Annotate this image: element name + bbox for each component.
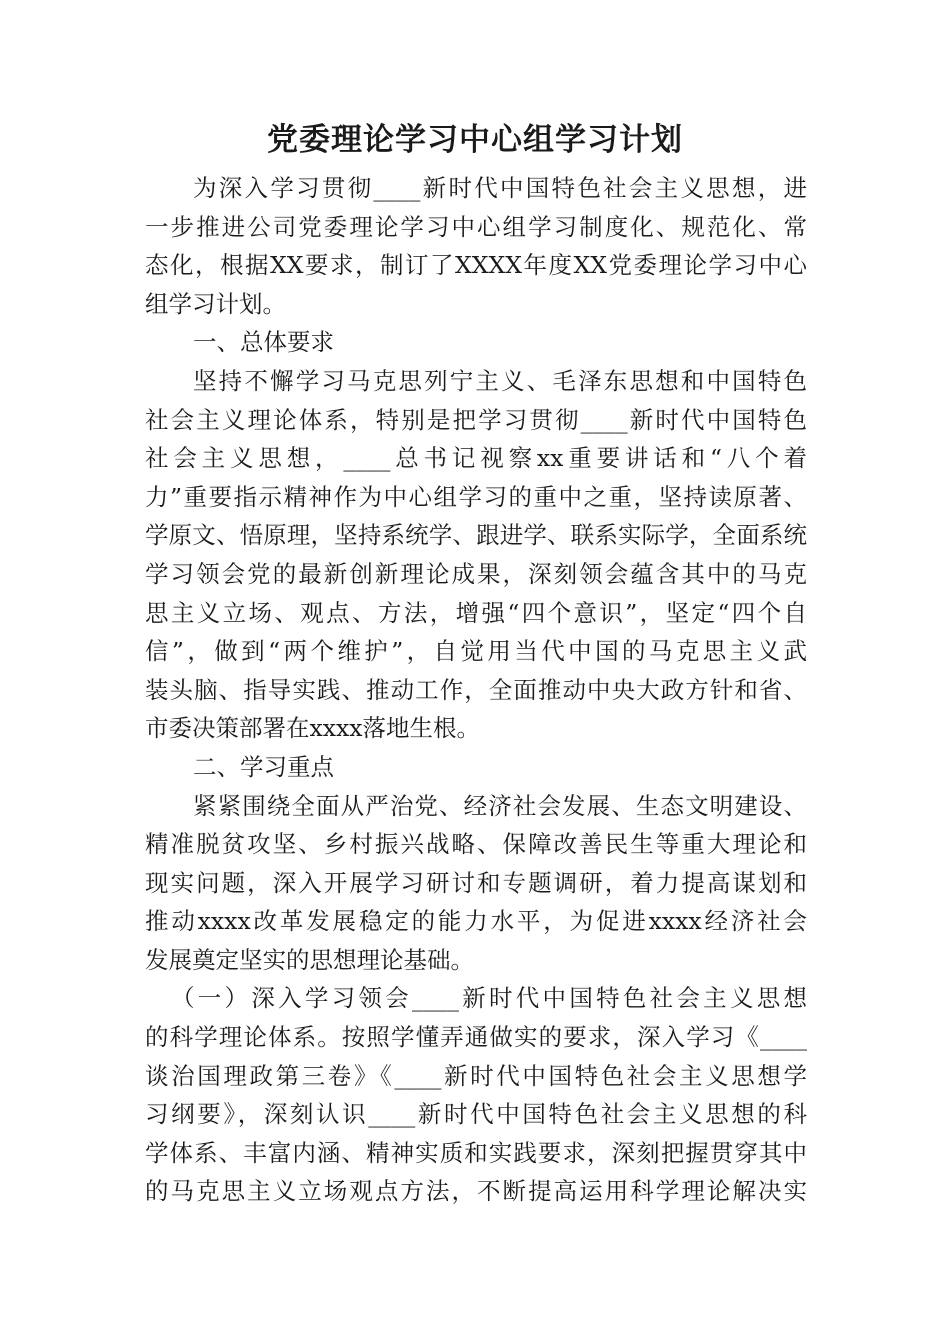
section-heading-study-focus: 二、学习重点 — [193, 752, 334, 781]
paragraph-requirements-line-8: 信”，做到“两个维护”，自觉用当代中国的马克思主义武 — [145, 637, 807, 666]
paragraph-focus-line-4: 推动xxxx改革发展稳定的能力水平，为促进xxxx经济社会 — [145, 907, 807, 936]
paragraph-item-1-line-6: 的马克思主义立场观点方法，不断提高运用科学理论解决实 — [145, 1177, 807, 1206]
paragraph-item-1-line-5: 学体系、丰富内涵、精神实质和实践要求，深刻把握贯穿其中 — [145, 1138, 807, 1167]
paragraph-intro-line-2: 一步推进公司党委理论学习中心组学习制度化、规范化、常 — [145, 212, 807, 241]
section-heading-overall-requirements: 一、总体要求 — [193, 328, 334, 357]
paragraph-intro-line-1: 为深入学习贯彻____新时代中国特色社会主义思想，进 — [193, 174, 807, 202]
paragraph-item-1-line-4: 习纲要》，深刻认识____新时代中国特色社会主义思想的科 — [145, 1100, 807, 1129]
paragraph-focus-line-3: 现实问题，深入开展学习研讨和专题调研，着力提高谋划和 — [145, 868, 807, 897]
paragraph-requirements-line-1: 坚持不懈学习马克思列宁主义、毛泽东思想和中国特色 — [193, 366, 807, 395]
paragraph-requirements-line-10: 市委决策部署在xxxx落地生根。 — [145, 714, 481, 743]
paragraph-intro-line-4: 组学习计划。 — [145, 289, 286, 318]
paragraph-focus-line-1: 紧紧围绕全面从严治党、经济社会发展、生态文明建设、 — [193, 791, 807, 820]
paragraph-item-1-line-1: （一）深入学习领会____新时代中国特色社会主义思想 — [171, 984, 807, 1013]
paragraph-requirements-line-6: 学习领会党的最新创新理论成果，深刻领会蕴含其中的马克 — [145, 559, 807, 588]
paragraph-item-1-line-3: 谈治国理政第三卷》《____新时代中国特色社会主义思想学 — [145, 1061, 807, 1090]
document-body — [145, 169, 807, 1211]
paragraph-requirements-line-2: 社会主义理论体系，特别是把学习贯彻____新时代中国特色 — [145, 405, 807, 434]
paragraph-requirements-line-3: 社会主义思想，____总书记视察xx重要讲话和“八个着 — [145, 444, 807, 473]
paragraph-requirements-line-7: 思主义立场、观点、方法，增强“四个意识”，坚定“四个自 — [145, 598, 807, 627]
paragraph-focus-line-5: 发展奠定坚实的思想理论基础。 — [145, 945, 474, 974]
paragraph-requirements-line-4: 力”重要指示精神作为中心组学习的重中之重，坚持读原著、 — [145, 482, 807, 511]
document-title: 党委理论学习中心组学习计划 — [267, 122, 683, 158]
paragraph-item-1-line-2: 的科学理论体系。按照学懂弄通做实的要求，深入学习《____ — [145, 1023, 807, 1052]
paragraph-requirements-line-5: 学原文、悟原理，坚持系统学、跟进学、联系实际学，全面系统 — [145, 521, 807, 550]
paragraph-intro-line-3: 态化，根据XX要求，制订了XXXX年度XX党委理论学习中心 — [145, 251, 807, 280]
paragraph-requirements-line-9: 装头脑、指导实践、推动工作，全面推动中央大政方针和省、 — [145, 675, 807, 704]
paragraph-focus-line-2: 精准脱贫攻坚、乡村振兴战略、保障改善民生等重大理论和 — [145, 830, 807, 859]
